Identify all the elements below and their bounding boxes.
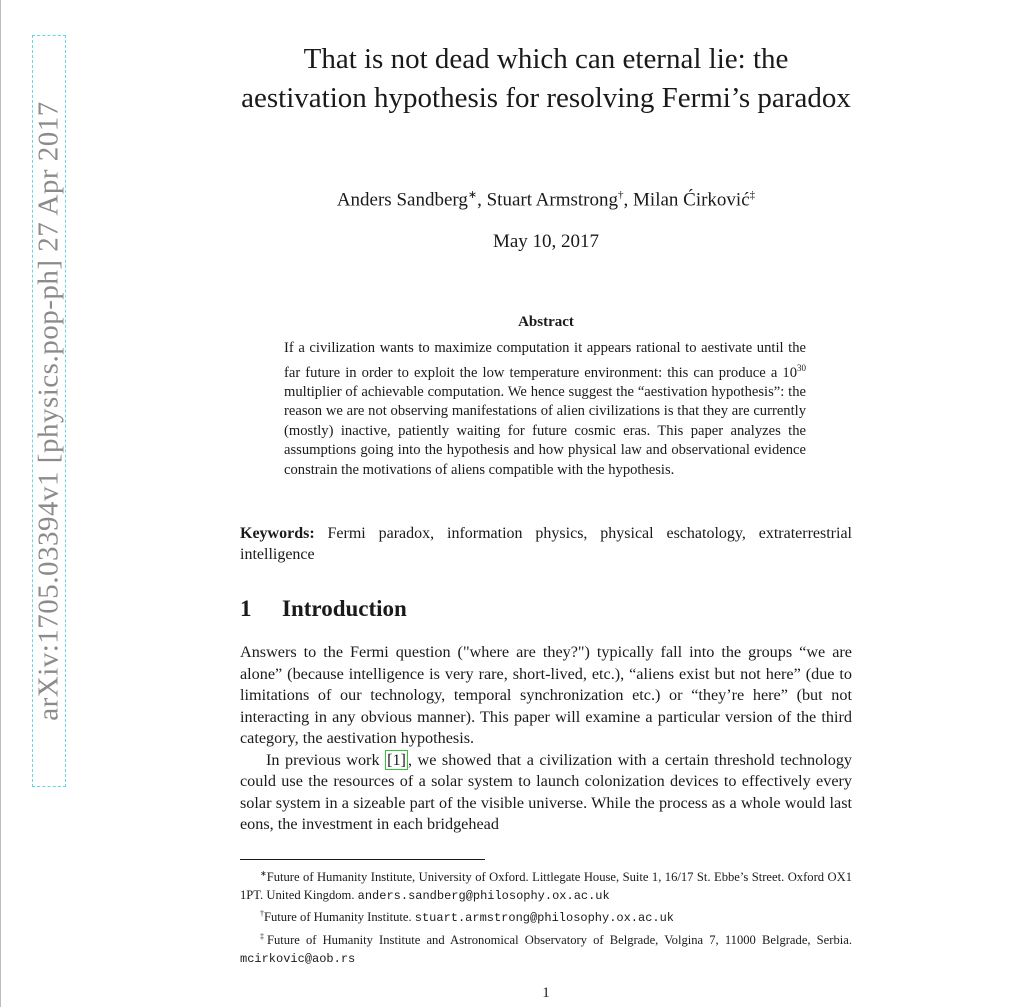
author-name: Anders Sandberg xyxy=(336,189,468,211)
abstract-text-part: If a civilization wants to maximize computation it appears rational to aestivate until the far future in order to exploit the low temperature environment: this can produce a 10 xyxy=(284,340,806,381)
author-footnote-mark[interactable]: ∗ xyxy=(467,189,478,201)
footnotes xyxy=(240,865,852,968)
footnote-email[interactable]: stuart.armstrong@philosophy.ox.ac.uk xyxy=(414,911,675,926)
citation-link[interactable]: [1] xyxy=(387,750,406,769)
paper-title: That is not dead which can eternal lie: the aestivation hypothesis for resolving Fermi’s paradox xyxy=(241,43,851,114)
abstract-exponent: 30 xyxy=(797,362,806,373)
abstract-text xyxy=(284,339,806,480)
intro-paragraph xyxy=(240,750,852,836)
author-list: Anders Sandberg∗, Stuart Armstrong†, Milan Ćirković‡ xyxy=(336,189,756,211)
footnote xyxy=(240,928,852,968)
author-name: Stuart Armstrong xyxy=(486,189,619,211)
keywords-text: Fermi paradox, information physics, physical eschatology, extraterrestrial intelligence xyxy=(240,525,852,563)
intro-text-part: In previous work xyxy=(266,750,386,769)
footnote-text: Future of Humanity Institute. xyxy=(264,910,415,925)
abstract-text-part: multiplier of achievable computation. We hence suggest the “aestivation hypothesis”: the reason we are not observing manifestations of alien civilizations is that they are currently (mostly) inactive, patiently waiting for future cosmic eras. This paper analyzes the assumptions going into the hypothesis and how physical law and observational evidence constrain the motivations of aliens compatible with the hypothesis. xyxy=(284,383,806,478)
abstract-heading: Abstract xyxy=(518,314,574,330)
author-footnote-mark[interactable]: † xyxy=(618,189,624,201)
section-heading xyxy=(240,596,852,622)
page-edge xyxy=(0,0,1,1007)
page-number: 1 xyxy=(542,985,550,1001)
author-footnote-mark[interactable]: ‡ xyxy=(749,189,756,201)
intro-text-part: , we showed that a civilization with a certain threshold technology could use the resources of a solar system to launch colonization devices to effectively every solar system in a sizeable part of the visible universe. While the process as a whole would last eons, the investment in each bridgehead xyxy=(240,750,853,833)
paper-date: May 10, 2017 xyxy=(492,231,600,252)
footnote-mark: ‡ xyxy=(260,931,267,941)
intro-body xyxy=(240,642,852,836)
author-name: Milan Ćirković xyxy=(633,189,750,211)
footnote-email[interactable]: anders.sandberg@philosophy.ox.ac.uk xyxy=(357,888,610,903)
arxiv-stamp-link[interactable] xyxy=(32,35,66,787)
footnote-text: Future of Humanity Institute and Astronomical Observatory of Belgrade, Volgina 7, 11000 Belgrade, Serbia. xyxy=(266,933,852,948)
footnote-text: Future of Humanity Institute, University of Oxford. Littlegate House, Suite 1, 16/17 St. Ebbe’s Street. Oxford OX1 1PT. United Kingdom. xyxy=(240,870,852,902)
section-number: 1 xyxy=(240,596,252,621)
footnote xyxy=(240,905,852,928)
footnote-rule xyxy=(240,859,485,860)
keywords xyxy=(240,523,852,565)
footnote-mark: ∗ xyxy=(260,869,267,878)
footnote-email[interactable]: mcirkovic@aob.rs xyxy=(240,951,356,966)
arxiv-stamp-text: arXiv:1705.03394v1 [physics.pop-ph] 27 Apr 2017 xyxy=(32,101,65,721)
intro-paragraph: Answers to the Fermi question ("where are they?") typically fall into the groups “we are alone” (because intelligence is very rare, short-lived, etc.), “aliens exist but not here” (due to limitations of our technology, temporal synchronization etc.) or “they’re here” (but not interacting in any obvious manner). This paper will examine a particular version of the third category, the aestivation hypothesis. xyxy=(240,643,852,747)
section-title: Introduction xyxy=(282,596,407,621)
keywords-label: Keywords: xyxy=(240,525,315,542)
footnote xyxy=(240,865,852,905)
footnote-mark: † xyxy=(260,909,264,919)
